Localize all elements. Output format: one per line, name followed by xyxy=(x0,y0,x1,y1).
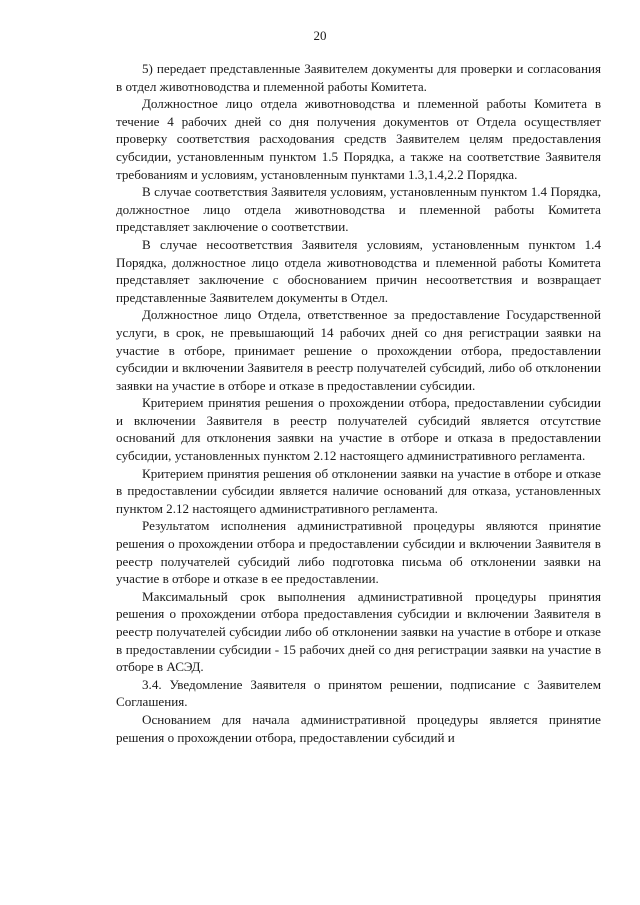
page-number: 20 xyxy=(313,28,327,43)
paragraph: Основанием для начала административной процедуры является принятие решения о прохождении отбора, предоставлении субсидий и xyxy=(116,711,601,745)
section-heading: 3.4. Уведомление Заявителя о принятом решении, подписание с Заявителем Соглашения. xyxy=(116,676,601,710)
document-body xyxy=(116,60,601,746)
paragraph: Критерием принятия решения о прохождении отбора, предоставлении субсидии и включении Заявителя в реестр получателей субсидий является отсутствие оснований для отклонения заявки на участие в отборе и отказа в предоставлении субсидии, установленных пунктом 2.12 настоящего административного регламента. xyxy=(116,395,601,464)
paragraph: Должностное лицо Отдела, ответственное за предоставление Государственной услуги, в срок, не превышающий 14 рабочих дней со дня регистрации заявки на участие в отборе, принимает решение о прохождении отбора, предоставлении субсидии и включении Заявителя в реестр получателей субсидий, либо об отклонении заявки на участие в отборе и отказе в предоставлении субсидии. xyxy=(116,307,601,393)
paragraph: Результатом исполнения административной процедуры являются принятие решения о прохождении отбора и предоставлении субсидии и включении Заявителя в реестр получателей субсидий либо подготовка письма об отклонении заявки на участие в отборе и отказе в ее предоставлении. xyxy=(116,518,601,587)
paragraph: В случае несоответствия Заявителя условиям, установленным пунктом 1.4 Порядка, должностное лицо отдела животноводства и племенной работы Комитета представляет заключение с обоснованием причин несоответствия и возвращает представленные Заявителем документы в Отдел. xyxy=(116,236,601,305)
paragraph: Критерием принятия решения об отклонении заявки на участие в отборе и отказе в предоставлении субсидии является наличие оснований для отказа, установленных пунктом 2.12 настоящего административного регламента. xyxy=(116,465,601,516)
paragraph: В случае соответствия Заявителя условиям, установленным пунктом 1.4 Порядка, должностное лицо отдела животноводства и племенной работы Комитета представляет заключение о соответствии. xyxy=(116,184,601,235)
paragraph: Максимальный срок выполнения административной процедуры принятия решения о прохождении отбора предоставления субсидии и включении Заявителя в реестр получателей субсидии либо об отклонении заявки на участие в отборе и отказе в предоставлении субсидии - 15 рабочих дней со дня регистрации заявки на участие в отборе в АСЭД. xyxy=(116,588,601,675)
paragraph: 5) передает представленные Заявителем документы для проверки и согласования в отдел животноводства и племенной работы Комитета. xyxy=(116,61,601,94)
paragraph: Должностное лицо отдела животноводства и племенной работы Комитета в течение 4 рабочих дней со дня получения документов от Отдела осуществляет проверку соответствия расходования средств Заявителем целям предоставления субсидии, установленным пунктом 1.5 Порядка, а также на соответствие Заявителя требованиям и условиям, установленным пунктами 1.3,1.4,2.2 Порядка. xyxy=(116,96,601,182)
